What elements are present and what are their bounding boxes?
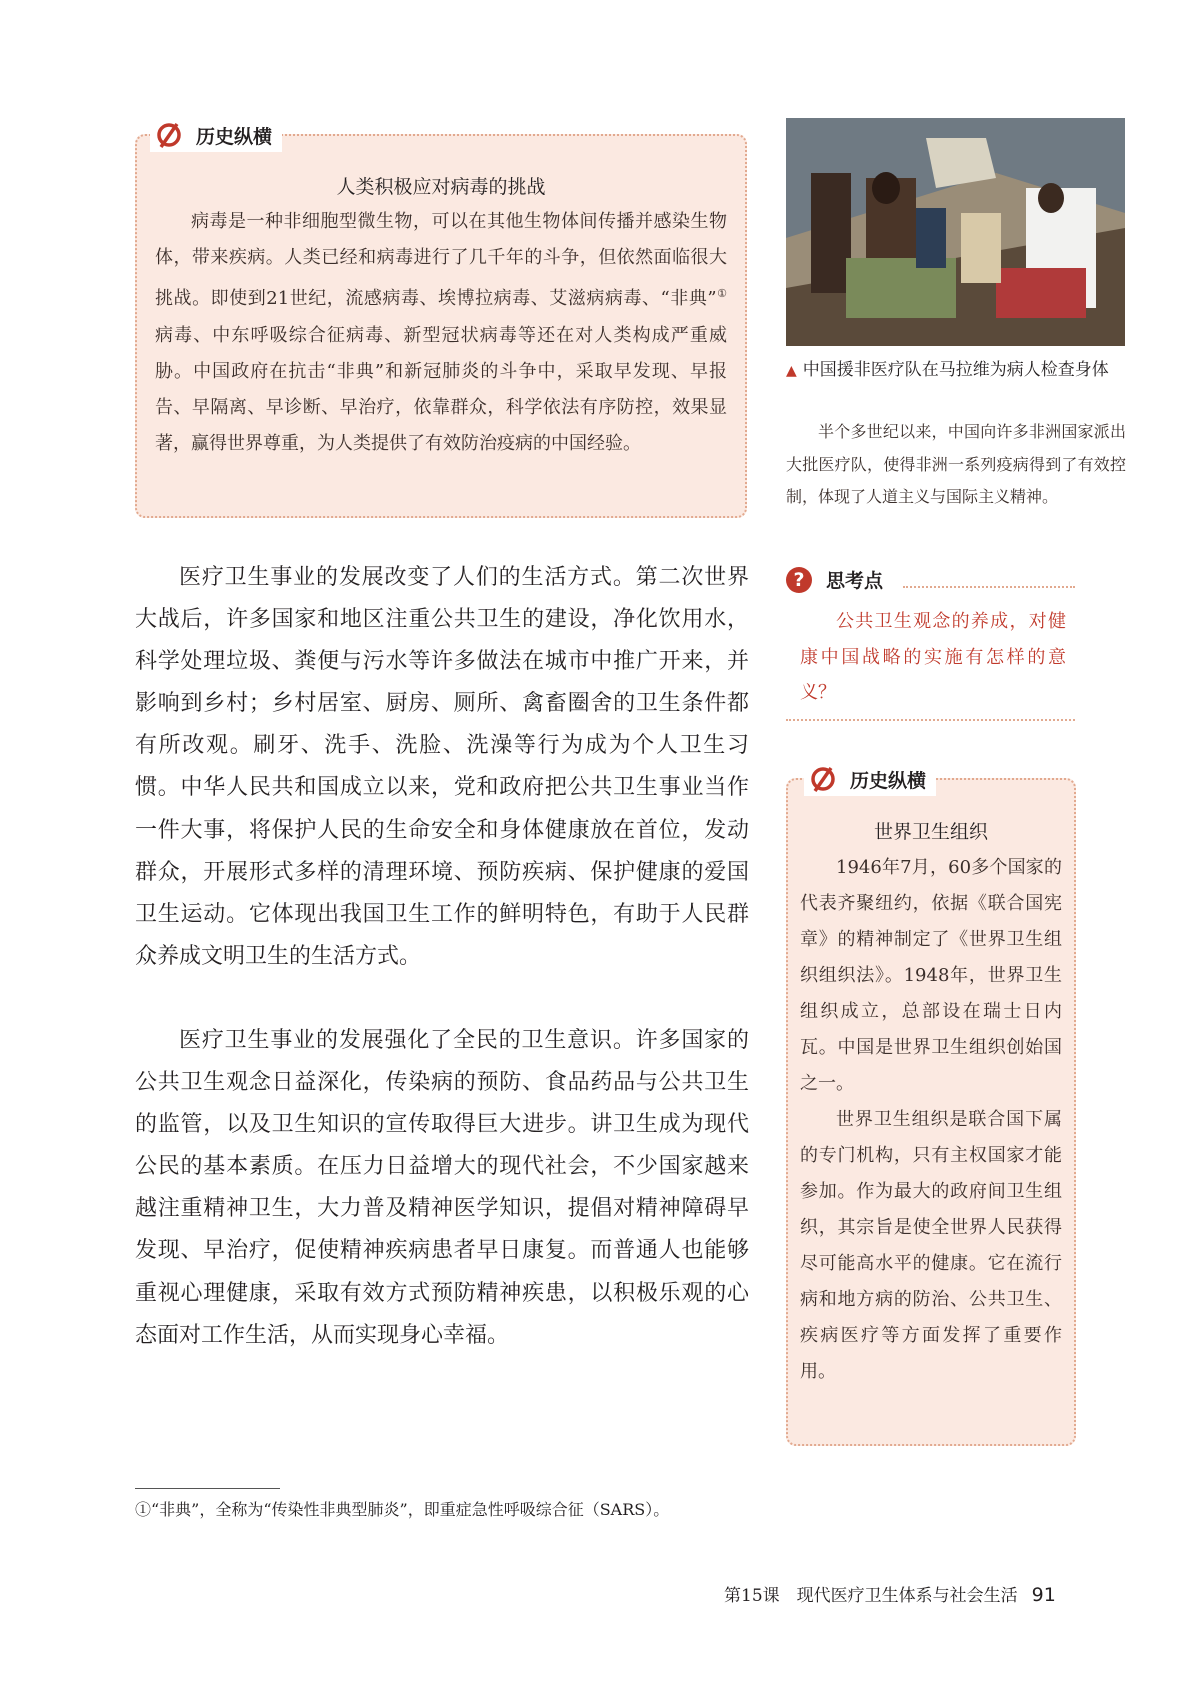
main-paragraph-2: 医疗卫生事业的发展强化了全民的卫生意识。许多国家的公共卫生观念日益深化，传染病的预防、食品药品与公共卫生的监管，以及卫生知识的宣传取得巨大进步。讲卫生成为现代公民的基本素质。在压力日益增大的现代社会，不少国家越来越注重精神卫生，大力普及精神医学知识，提倡对精神障碍早发现、早治疗，促使精神疾病患者早日康复。而普通人也能够重视心理健康，采取有效方式预防精神疾患，以积极乐观的心态面对工作生活，从而实现身心幸福。 [135,1028,749,1348]
main-paragraph-1: 医疗卫生事业的发展改变了人们的生活方式。第二次世界大战后，许多国家和地区注重公共卫生的建设，净化饮用水，科学处理垃圾、粪便与污水等许多做法在城市中推广开来，并影响到乡村；乡村居室、厨房、厕所、禽畜圈舍的卫生条件都有所改观。刷牙、洗手、洗脸、洗澡等行为成为个人卫生习惯。中华人民共和国成立以来，党和政府把公共卫生事业当作一件大事，将保护人民的生命安全和身体健康放在首位，发动群众，开展形式多样的清理环境、预防疾病、保护健康的爱国卫生运动。它体现出我国卫生工作的鲜明特色，有助于人民群众养成文明卫生的生活方式。 [135,565,749,969]
history-box-paragraph: 病毒是一种非细胞型微生物，可以在其他生物体间传播并感染生物体，带来疾病。人类已经和病毒进行了几千年的斗争，但依然面临很大挑战。即使到21世纪，流感病毒、埃博拉病毒、艾滋病病毒、“非典”①病毒、中东呼吸综合征病毒、新型冠状病毒等还在对人类构成严重威胁。中国政府在抗击“非典”和新冠肺炎的斗争中，采取早发现、早报告、早隔离、早诊断、早治疗，依靠群众，科学依法有序防控，效果显著，赢得世界尊重，为人类提供了有效防治疫病的中国经验。 [155,211,727,455]
lesson-title: 第15课 现代医疗卫生体系与社会生活 [724,1586,1018,1606]
who-box-title: 世界卫生组织 [873,821,988,843]
history-box-virus-header [150,118,282,152]
photo-description: 半个多世纪以来，中国向许多非洲国家派出大批医疗队，使得非洲一系列疫病得到了有效控制，体现了人道主义与国际主义精神。 [786,422,1126,506]
footnote-marker: ① [716,287,727,301]
history-logo-icon [154,120,184,150]
think-point-label: 思考点 [826,570,884,592]
footnote: ①“非典”，全称为“传染性非典型肺炎”，即重症急性呼吸综合征（SARS）。 [135,1500,670,1519]
think-point-header [786,566,883,593]
think-divider-bottom [786,719,1075,721]
history-box-title: 人类积极应对病毒的挑战 [336,176,546,198]
think-point-question: 公共卫生观念的养成，对健康中国战略的实施有怎样的意义？ [800,611,1066,703]
history-box-label: 历史纵横 [196,125,273,148]
page-number: 91 [1031,1584,1056,1606]
triangle-marker-icon: ▲ [786,363,797,379]
photo-caption: ▲ 中国援非医疗队在马拉维为病人检查身体 [786,360,1109,380]
who-box-paragraph-2: 世界卫生组织是联合国下属的专门机构，只有主权国家才能参加。作为最大的政府间卫生组织，其宗旨是使全世界人民获得尽可能高水平的健康。它在流行病和地方病的防治、公共卫生、疾病医疗等方面发挥了重要作用。 [800,1109,1062,1382]
question-icon: ? [786,567,812,593]
footnote-divider [135,1488,280,1489]
history-logo-icon [808,764,838,794]
who-box-paragraph-1: 1946年7月，60多个国家的代表齐聚纽约，依据《联合国宪章》的精神制定了《世界卫生组织组织法》。1948年，世界卫生组织成立，总部设在瑞士日内瓦。中国是世界卫生组织创始国之一。 [800,857,1062,1094]
history-box-label: 历史纵横 [850,769,927,792]
medical-team-photo [786,118,1125,346]
history-box-who-header [804,762,936,796]
page-footer [724,1581,1056,1606]
think-divider-top [903,586,1075,588]
